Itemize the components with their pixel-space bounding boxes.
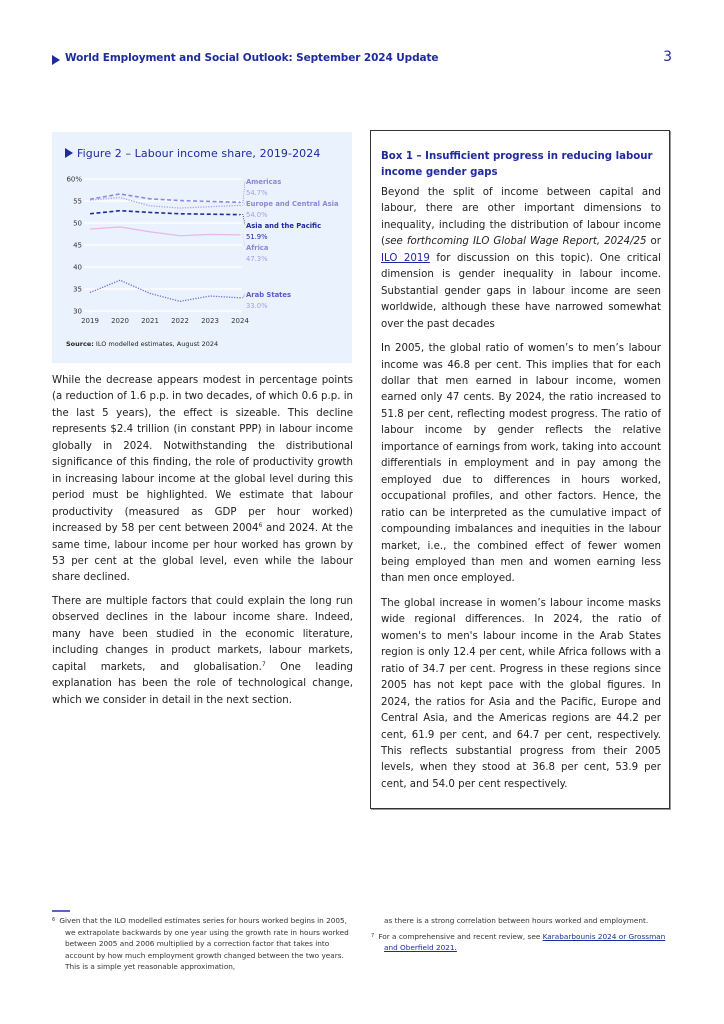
- y-tick-label: 40: [73, 263, 82, 272]
- paragraph-text: While the decrease appears modest in percentage points (a reduction of 1.6 p.p. in two decades, of which 0.6 p.p. in the last 5 years), the effect is sizeable. This decline represents $2.4 trillion (in constant PPP) in labour income globally in 2024. Notwithstanding the distributional significance of this finding, the role of productivity growth in increasing labour income at the global level during this period must be highlighted. We estimate that labour productivity (measured as GDP per hour worked) increased by 58 per cent between 2004: [52, 375, 353, 535]
- footnote-ref[interactable]: 6: [258, 522, 263, 530]
- series-line-europe-and-central-asia: [90, 197, 240, 208]
- footnote-divider: [52, 910, 70, 912]
- footnote-number: 7: [371, 932, 375, 939]
- triangle-bullet-icon: [65, 148, 73, 158]
- figure-source: [66, 340, 218, 348]
- paragraph-text: and 2024. At the same time, labour income per hour worked has grown by 53 per cent at the global level, even while the labour share declined.: [52, 523, 353, 584]
- x-tick-label: 2022: [171, 317, 189, 325]
- series-end-value: 51.9%: [246, 233, 268, 241]
- footnote-6: [52, 915, 352, 973]
- series-label: Asia and the Pacific: [246, 222, 322, 230]
- y-tick-label: 45: [73, 241, 82, 250]
- series-line-africa: [90, 227, 240, 236]
- source-label: Source:: [66, 340, 94, 348]
- running-header: [52, 49, 674, 70]
- ilo-2019-link[interactable]: ILO 2019: [381, 252, 430, 264]
- footnotes-right: [371, 915, 666, 954]
- series-end-value: 54.0%: [246, 211, 268, 219]
- box-1: [370, 130, 670, 809]
- figure-2-panel: [52, 132, 352, 363]
- x-tick-label: 2023: [201, 317, 219, 325]
- italic-reference: see forthcoming ILO Global Wage Report, 2024/25: [384, 236, 647, 248]
- line-chart: [52, 132, 352, 363]
- series-end-value: 54.7%: [246, 189, 268, 197]
- y-tick-label: 50: [73, 219, 82, 228]
- footnote-text: For a comprehensive and recent review, see: [378, 931, 543, 941]
- x-tick-label: 2019: [81, 317, 99, 325]
- paragraph-text: Beyond the split of income between capital and labour, there are other important dimensions to inequality, including the distribution of labour income (: [381, 187, 661, 248]
- leader-line: [240, 294, 245, 298]
- paragraph-text: There are multiple factors that could explain the long run observed declines in the labour income share. Indeed, many have been studied in the economic literature, including changes in product markets, labour markets, capital markets, and globalisation.: [52, 595, 353, 673]
- paragraph: [52, 594, 353, 709]
- series-end-value: 33.0%: [246, 302, 268, 310]
- y-tick-label: 55: [73, 197, 82, 206]
- paragraph: [381, 185, 661, 333]
- page-number: 3: [663, 49, 672, 65]
- box-title: Box 1 – Insufficient progress in reducing labour income gender gaps: [381, 151, 653, 178]
- paragraph-text: for discussion on this topic). One critical dimension is gender inequality in labour income. Substantial gender gaps in labour income are seen worldwide, although these have narrowed somewhat over the past decades: [381, 252, 661, 330]
- series-line-arab-states: [90, 280, 240, 301]
- paragraph: In 2005, the global ratio of women’s to men’s labour income was 46.8 per cent. This implies that for each dollar that men earned in labour income, women earned only 47 cents. By 2024, the ratio increased to 51.8 per cent, reflecting modest progress. The ratio of labour income by gender reflects the relative importance of earnings from work, taking into account differentials in employment and in pay among the employed due to differences in hours worked, occupational profiles, and other factors. Hence, the ratio can be interpreted as the cumulative impact of compounding imbalances and inequities in the labour market, i.e., the combined effect of fewer women being employed than men and women earning less than men once employed.: [381, 343, 661, 585]
- series-label: Americas: [246, 178, 282, 186]
- footnote-7: [371, 931, 666, 954]
- triangle-bullet-icon: [52, 55, 60, 65]
- report-title: World Employment and Social Outlook: September 2024 Update: [65, 52, 439, 64]
- y-tick-label: 30: [73, 307, 82, 316]
- series-label: Arab States: [246, 291, 292, 299]
- karabarbounis-link[interactable]: Karabarbounis 2024 or Grossman and Oberfield 2021.: [384, 931, 666, 952]
- series-end-value: 47.3%: [246, 255, 268, 263]
- figure-title: [65, 147, 320, 160]
- paragraph-text: One leading explanation has been the role of technological change, which we consider in detail in the next section.: [52, 661, 353, 706]
- y-tick-label: 35: [73, 285, 82, 294]
- paragraph: [52, 373, 353, 587]
- figure-title-text: Figure 2 – Labour income share, 2019-2024: [77, 147, 321, 160]
- x-tick-label: 2020: [111, 317, 129, 325]
- series-label: Africa: [246, 244, 269, 252]
- paragraph: The global increase in women’s labour income masks wide regional differences. In 2024, the ratio of women's to men's labour income in the Arab States region is only 12.4 per cent, while Africa follows with a ratio of 34.7 per cent. Progress in these regions since 2005 has not kept pace with the global figures. In 2024, the ratios for Asia and the Pacific, Europe and Central Asia, and the Americas regions are 44.2 per cent, 61.9 per cent, and 64.7 per cent, respectively. This reflects substantial progress from their 2005 levels, when they stood at 36.8 per cent, 53.9 per cent, and 54.0 per cent respectively.: [381, 597, 661, 790]
- series-label: Europe and Central Asia: [246, 200, 339, 208]
- x-tick-label: 2024: [231, 317, 249, 325]
- leader-line: [240, 203, 245, 205]
- paragraph-text: or: [646, 236, 661, 248]
- footnote-number: 6: [52, 917, 56, 923]
- y-tick-label: 60%: [66, 175, 82, 184]
- footnotes-left: [52, 915, 352, 973]
- footnote-text: Given that the ILO modelled estimates series for hours worked begins in 2005, we extrapolate backwards by one year using the growth rate in hours worked between 2005 and 2006 multiplied by a correction factor that takes into account by how much employment growth changed between the two years. This is a simple yet reasonable approximation,: [59, 916, 349, 971]
- footnote-ref[interactable]: 7: [261, 660, 266, 668]
- series-line-asia-and-the-pacific: [90, 211, 240, 215]
- footnote-6-continued: as there is a strong correlation between hours worked and employment.: [384, 916, 649, 925]
- left-column: [52, 373, 353, 709]
- source-text: ILO modelled estimates, August 2024: [93, 340, 219, 348]
- x-tick-label: 2021: [141, 317, 159, 325]
- leader-line: [240, 181, 245, 202]
